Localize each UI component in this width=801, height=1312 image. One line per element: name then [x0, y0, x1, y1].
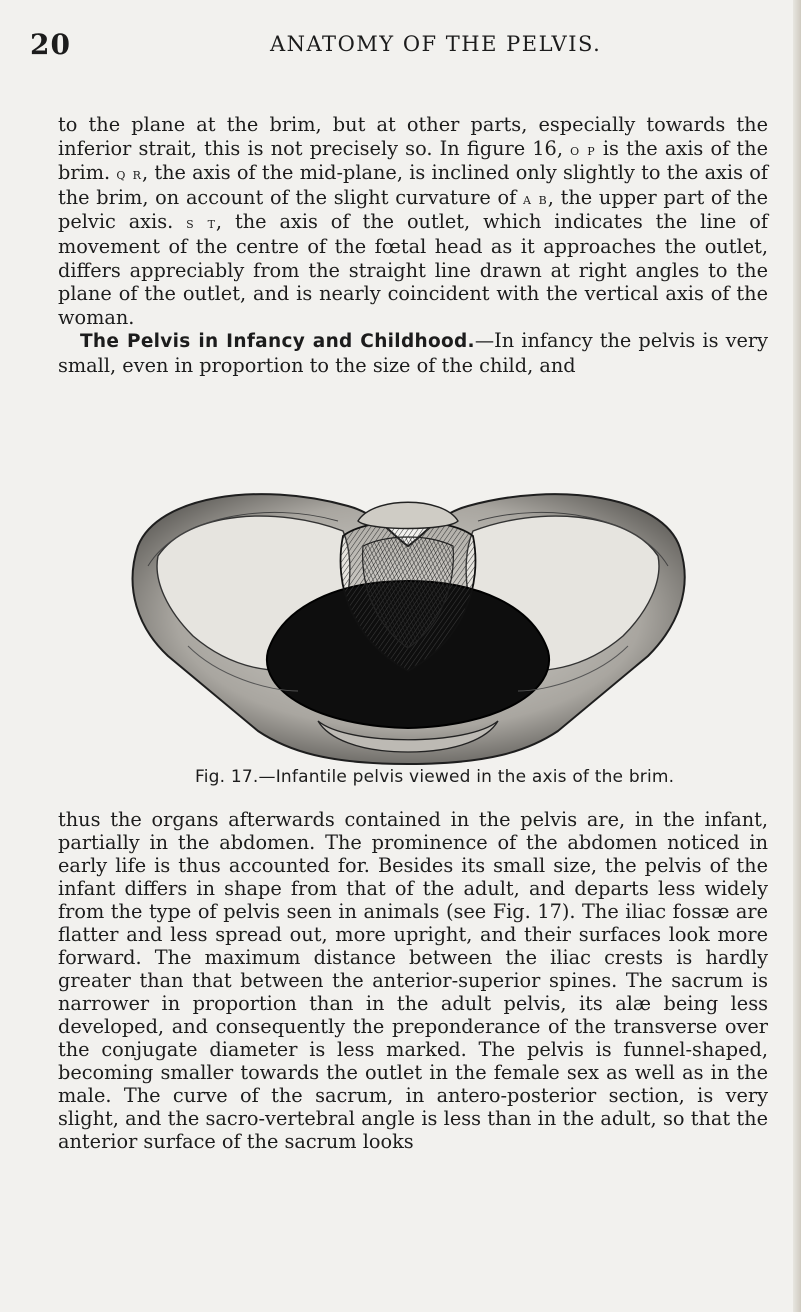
- figure-label: a b: [523, 188, 548, 208]
- figure-label: s t: [186, 213, 216, 233]
- paragraph-text: [58, 113, 768, 329]
- text-run: , the upper part of the pelvic axis.: [58, 185, 768, 234]
- page-edge: [793, 0, 801, 1312]
- paragraph-text: thus the organs afterwards contained in the pelvis are, in the infant, partially in the abdomen. The prominence of the abdomen noticed in early life is thus accounted for. Besides its small size, the pelvis of the infant differs in shape from that of the adult, and departs less widely from the type of pelvis seen in animals (see Fig. 17). The iliac fossæ are flatter and less spread out, more upright, and their surfaces look more forward. The maximum distance between the iliac crests is hardly greater than that between the anterior-superior spines. The sacrum is narrower in proportion than in the adult pelvis, its alæ being less developed, and consequently the preponderance of the transverse over the conjugate diameter is less marked. The pelvis is funnel-shaped, becoming smaller towards the outlet in the female sex as well as in the male. The curve of the sacrum, in antero-posterior section, is very slight, and the sacro-vertebral angle is less than in the adult, so that the anterior surface of the sacrum looks: [58, 808, 768, 1153]
- figure-caption: Fig. 17.—Infantile pelvis viewed in the axis of the brim.: [195, 767, 675, 787]
- running-head: ANATOMY OF THE PELVIS.: [270, 32, 602, 56]
- section-text: —In infancy the pelvis is very small, even in proportion to the size of the child, and: [58, 329, 768, 377]
- paragraph-pelvic-axis: [58, 113, 768, 378]
- infantile-pelvis-figure: [118, 476, 698, 766]
- page-header: [30, 28, 771, 61]
- text-run: is the axis of the brim.: [58, 136, 768, 185]
- figure-label: q r: [116, 164, 142, 184]
- figure-label: o p: [570, 139, 596, 159]
- text-run: , the axis of the mid-plane, is inclined only slightly to the axis of the brim, on account of the slight curvature of: [58, 161, 769, 209]
- section-paragraph: [58, 329, 768, 377]
- paragraph-infant-pelvis: [58, 808, 768, 1153]
- pelvis-illustration: [118, 476, 698, 766]
- text-run: , the axis of the outlet, which indicates the line of movement of the centre of the fœtal head as it approaches the outlet, differs appreciably from the straight line drawn at right angles to the plane of the outlet, and is nearly coincident with the vertical axis of the woman.: [58, 210, 768, 329]
- section-heading: The Pelvis in Infancy and Childhood.: [80, 331, 475, 353]
- page-number: 20: [30, 28, 71, 61]
- text-run: to the plane at the brim, but at other parts, especially towards the inferior strait, this is not precisely so. In figure 16,: [58, 113, 768, 160]
